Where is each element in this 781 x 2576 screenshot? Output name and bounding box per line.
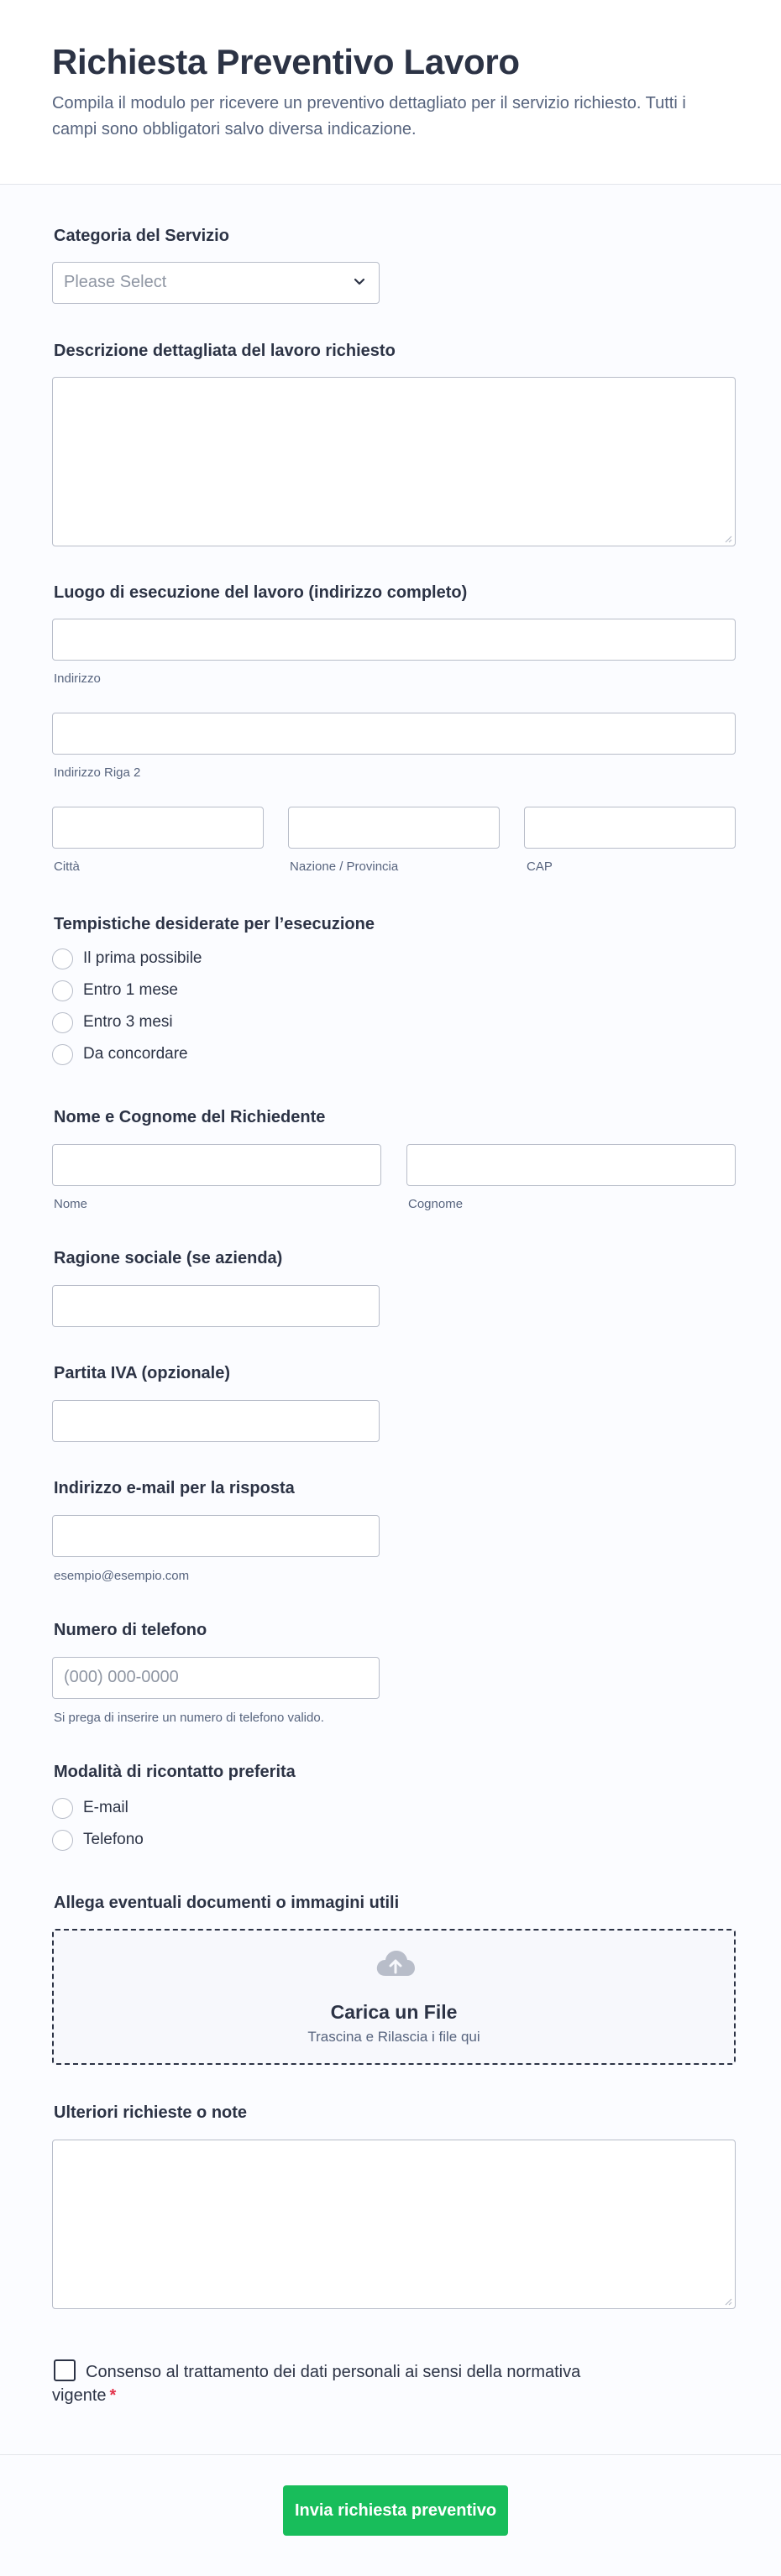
- upload-label: Allega eventuali documenti o immagini utili: [54, 1894, 400, 1912]
- last-name-input[interactable]: [406, 1144, 736, 1186]
- address-line1-input[interactable]: [52, 619, 736, 661]
- radio-button[interactable]: [52, 1830, 73, 1851]
- name-label: Nome e Cognome del Richiedente: [54, 1108, 326, 1126]
- notes-textarea[interactable]: [52, 2140, 736, 2309]
- required-mark: *: [109, 2386, 117, 2405]
- vat-label: Partita IVA (opzionale): [54, 1364, 231, 1382]
- upload-subtitle: Trascina e Rilascia i file qui: [307, 2029, 480, 2045]
- timing-label: Tempistiche desiderate per l’esecuzione: [54, 915, 375, 933]
- company-label: Ragione sociale (se azienda): [54, 1249, 283, 1267]
- phone-placeholder: (000) 000-0000: [64, 1668, 179, 1686]
- zip-input[interactable]: [524, 807, 736, 849]
- last-name-sublabel: Cognome: [408, 1197, 464, 1211]
- address-label: Luogo di esecuzione del lavoro (indirizzo completo): [54, 583, 468, 602]
- description-textarea[interactable]: [52, 377, 736, 546]
- form-header: [0, 0, 781, 185]
- radio-button[interactable]: [52, 1798, 73, 1819]
- zip-sublabel: CAP: [527, 860, 553, 874]
- consent-label[interactable]: [52, 2360, 632, 2407]
- resize-handle-icon[interactable]: [724, 535, 732, 543]
- contact-option-label: E-mail: [83, 1799, 128, 1816]
- form-title: Richiesta Preventivo Lavoro: [52, 42, 520, 81]
- phone-input[interactable]: [52, 1657, 380, 1699]
- province-sublabel: Nazione / Provincia: [290, 860, 399, 874]
- category-select[interactable]: [52, 262, 380, 304]
- email-input[interactable]: [52, 1515, 380, 1557]
- radio-button[interactable]: [52, 1044, 73, 1065]
- category-placeholder: Please Select: [64, 273, 167, 291]
- timing-option-label: Da concordare: [83, 1045, 188, 1063]
- chevron-down-icon: [352, 274, 367, 290]
- first-name-input[interactable]: [52, 1144, 381, 1186]
- address-line2-sublabel: Indirizzo Riga 2: [54, 765, 141, 780]
- province-input[interactable]: [288, 807, 500, 849]
- category-label: Categoria del Servizio: [54, 227, 229, 245]
- upload-title: Carica un File: [330, 2001, 458, 2023]
- resize-handle-icon[interactable]: [724, 2297, 732, 2306]
- notes-label: Ulteriori richieste o note: [54, 2103, 248, 2122]
- form-subtitle: Compila il modulo per ricevere un preventivo dettagliato per il servizio richiesto. Tutti i campi sono obbligatori salvo diversa indicazione.: [52, 94, 686, 138]
- cloud-upload-icon: [375, 1947, 417, 1981]
- company-input[interactable]: [52, 1285, 380, 1327]
- contact-label: Modalità di ricontatto preferita: [54, 1763, 296, 1781]
- description-label: Descrizione dettagliata del lavoro richiesto: [54, 342, 396, 360]
- phone-label: Numero di telefono: [54, 1621, 207, 1639]
- timing-option-label: Entro 3 mesi: [83, 1013, 173, 1031]
- vat-input[interactable]: [52, 1400, 380, 1442]
- consent-text: Consenso al trattamento dei dati personali ai sensi della normativa vigente: [52, 2363, 581, 2405]
- contact-option-label: Telefono: [83, 1831, 144, 1848]
- radio-button[interactable]: [52, 1012, 73, 1033]
- phone-hint: Si prega di inserire un numero di telefono valido.: [54, 1711, 324, 1725]
- city-input[interactable]: [52, 807, 264, 849]
- address-line2-input[interactable]: [52, 713, 736, 755]
- submit-button[interactable]: Invia richiesta preventivo: [283, 2485, 508, 2536]
- email-label: Indirizzo e-mail per la risposta: [54, 1479, 295, 1497]
- email-hint: esempio@esempio.com: [54, 1569, 190, 1583]
- timing-option-label: Il prima possibile: [83, 949, 202, 967]
- radio-button[interactable]: [52, 948, 73, 969]
- form-footer: [0, 2454, 781, 2576]
- timing-option-label: Entro 1 mese: [83, 981, 178, 999]
- city-sublabel: Città: [54, 860, 80, 874]
- first-name-sublabel: Nome: [54, 1197, 88, 1211]
- address-line1-sublabel: Indirizzo: [54, 671, 101, 686]
- radio-button[interactable]: [52, 980, 73, 1001]
- file-upload-dropzone[interactable]: [52, 1929, 736, 2065]
